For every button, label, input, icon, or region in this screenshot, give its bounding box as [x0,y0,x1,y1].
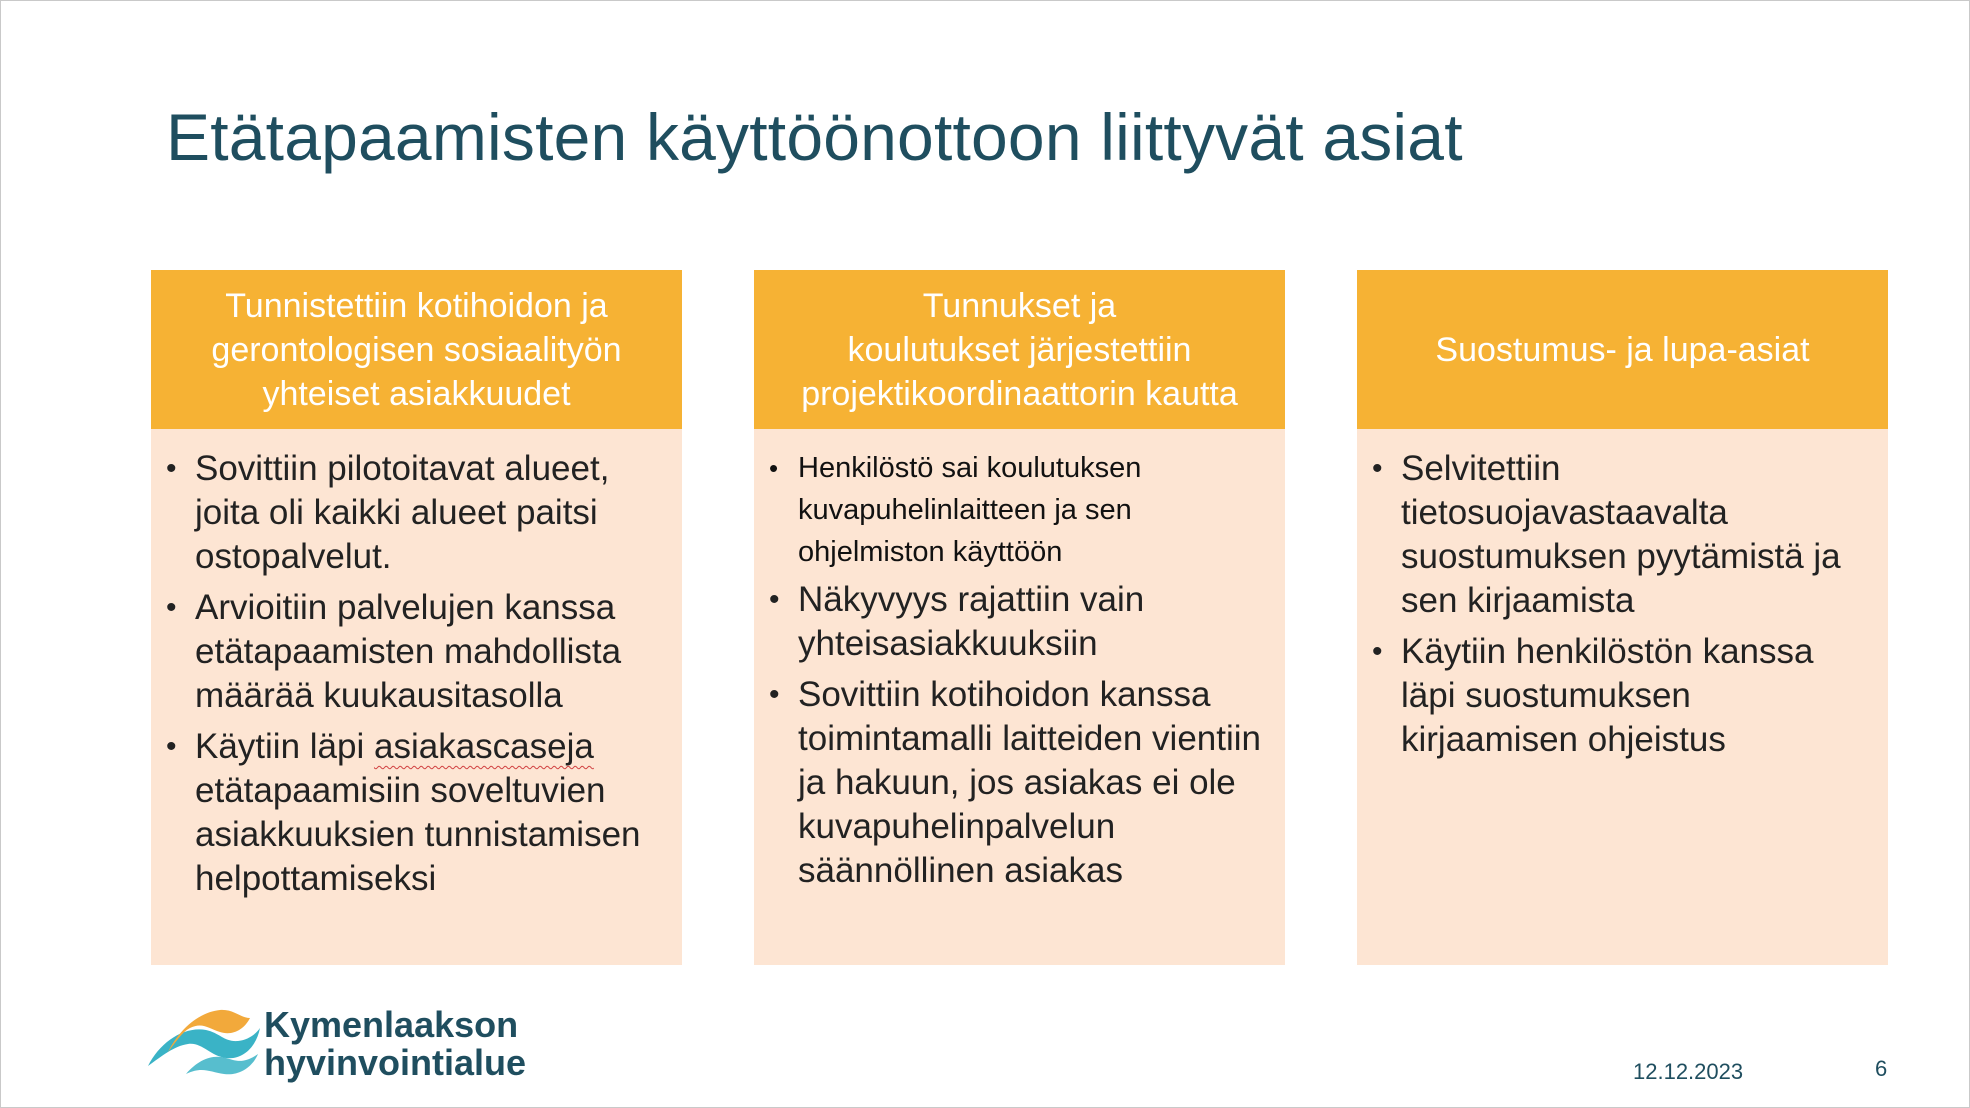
logo-text [264,1006,526,1082]
list-item [1372,630,1874,762]
list-item [769,578,1271,666]
list-item-text: Näkyvyys rajattiin vain yhteisasiakkuuksiin [798,580,1145,663]
bullet-icon: • [166,730,177,763]
list-item [166,725,668,901]
list-item-text-end: etätapaamisiin soveltuvien asiakkuuksien tunnistamisen helpottamiseksi [195,771,641,898]
column-header [1357,270,1888,429]
column-body [151,429,682,965]
slide-date: 12.12.2023 [1633,1059,1744,1084]
slide-title: Etätapaamisten käyttöönottoon liittyvät asiat [166,100,1463,174]
column-tunnukset [754,270,1285,965]
bullet-list [1372,447,1874,762]
bullet-icon: • [769,583,780,616]
column-header-text: Tunnukset ja koulutukset järjestettiin projektikoordinaattorin kautta [801,286,1238,413]
list-item-text: Käytiin henkilöstön kanssa läpi suostumuksen kirjaamisen ohjeistus [1401,632,1814,759]
column-suostumus [1357,270,1888,965]
bullet-list [769,447,1271,893]
bullet-list [166,447,668,901]
list-item [166,586,668,718]
list-item-text: Sovittiin pilotoitavat alueet, joita oli kaikki alueet paitsi ostopalvelut. [195,449,610,576]
list-item-text: Selvitettiin tietosuojavastaavalta suostumuksen pyytämistä ja sen kirjaamista [1401,449,1841,620]
bullet-icon: • [166,452,177,485]
bullet-icon: • [769,678,780,711]
column-header-text: Suostumus- ja lupa-asiat [1435,330,1810,369]
column-body [1357,429,1888,965]
list-item-text-start: Käytiin läpi [195,727,374,766]
column-header [754,270,1285,429]
list-item [1372,447,1874,623]
list-item [166,447,668,579]
column-kotihoito [151,270,682,965]
bullet-icon: • [1372,635,1383,668]
list-item-text: Arvioitiin palvelujen kanssa etätapaamisten mahdollista määrää kuukausitasolla [195,588,622,715]
list-item-text: Sovittiin kotihoidon kanssa toimintamalli laitteiden vientiin ja hakuun, jos asiakas ei ole kuvapuhelinpalvelun säännöllinen asiakas [798,675,1261,890]
logo-line-1: Kymenlaakson [264,1004,519,1045]
column-header-text: Tunnistettiin kotihoidon ja gerontologisen sosiaalityön yhteiset asiakkuudet [211,286,622,413]
spellcheck-flagged-word[interactable]: asiakascaseja [373,727,594,766]
list-item-text: Henkilöstö sai koulutuksen kuvapuhelinlaitteen ja sen ohjelmiston käyttöön [798,452,1142,568]
organization-logo [146,1006,546,1096]
list-item [769,673,1271,893]
logo-line-2: hyvinvointialue [264,1042,527,1083]
wave-logo-icon [146,1008,261,1078]
bullet-icon: • [1372,452,1383,485]
bullet-icon: • [769,453,779,483]
list-item [769,447,1271,573]
column-header [151,270,682,429]
bullet-icon: • [166,591,177,624]
column-body [754,429,1285,965]
page-number: 6 [1875,1056,1888,1081]
